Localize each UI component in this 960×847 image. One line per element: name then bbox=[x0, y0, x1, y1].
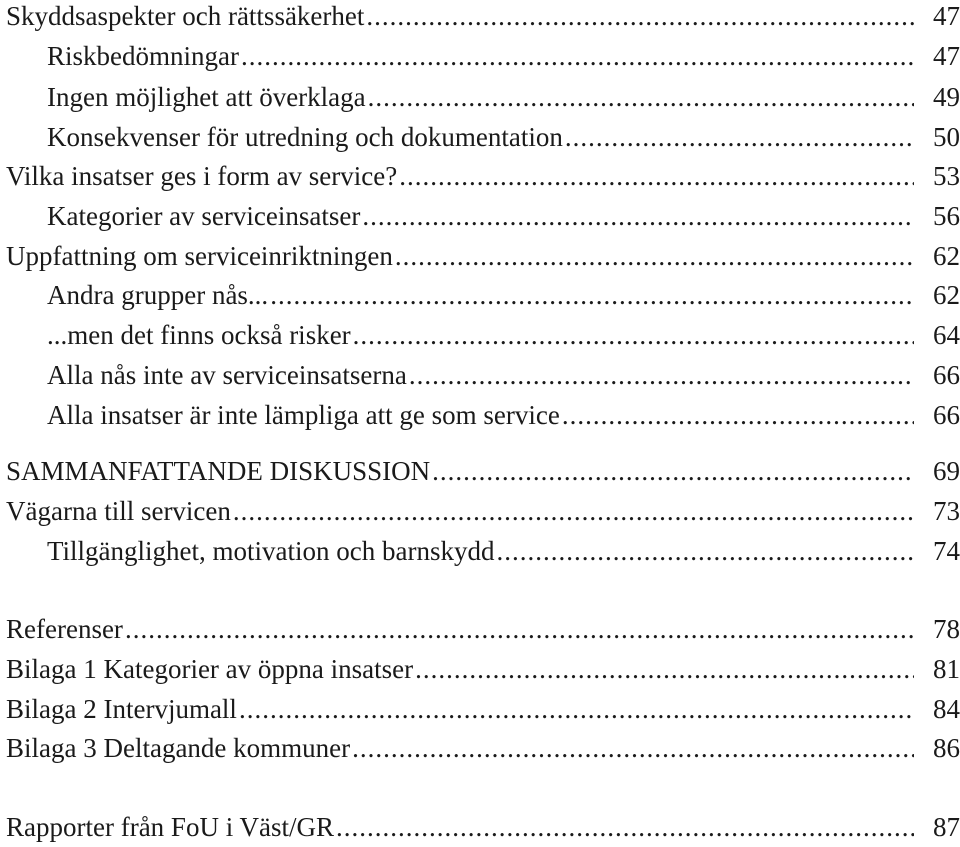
dot-leader bbox=[353, 315, 914, 355]
toc-entry-title: Andra grupper nås... bbox=[47, 280, 269, 310]
toc-entry-title: Vilka insatser ges i form av service? bbox=[6, 161, 398, 191]
toc-entry-title: Uppfattning om serviceinriktningen bbox=[6, 241, 393, 271]
toc-entry[interactable] bbox=[0, 807, 960, 847]
toc-entry-title: Bilaga 2 Intervjumall bbox=[6, 694, 237, 724]
toc-entry[interactable] bbox=[0, 0, 960, 36]
toc-entry-page: 69 bbox=[933, 456, 960, 486]
toc-entry[interactable] bbox=[0, 689, 960, 729]
dot-leader bbox=[562, 395, 914, 435]
toc-entry-title: Bilaga 3 Deltagande kommuner bbox=[6, 733, 351, 763]
toc-entry-page: 53 bbox=[933, 161, 960, 191]
dot-leader bbox=[368, 77, 914, 117]
toc-entry-title: Skyddsaspekter och rättssäkerhet bbox=[6, 1, 365, 31]
dot-leader bbox=[395, 236, 914, 276]
toc-entry[interactable] bbox=[0, 196, 960, 236]
toc-entry[interactable] bbox=[0, 236, 960, 276]
dot-leader bbox=[352, 728, 914, 768]
toc-entry-page: 66 bbox=[933, 400, 960, 430]
toc-entry-title: Konsekvenser för utredning och dokumentation bbox=[47, 122, 563, 152]
toc-entry-page: 87 bbox=[933, 812, 960, 842]
toc-entry-page: 50 bbox=[933, 122, 960, 152]
toc-entry[interactable] bbox=[0, 36, 960, 76]
dot-leader bbox=[366, 0, 914, 36]
toc-entry[interactable] bbox=[0, 355, 960, 395]
toc-entry-page: 86 bbox=[933, 733, 960, 763]
toc-entry[interactable] bbox=[0, 275, 960, 315]
toc-entry-page: 74 bbox=[933, 536, 960, 566]
toc-entry-page: 47 bbox=[933, 1, 960, 31]
toc-entry[interactable] bbox=[0, 531, 960, 571]
toc-entry[interactable] bbox=[0, 491, 960, 531]
toc-entry-title: Kategorier av serviceinsatser bbox=[47, 201, 361, 231]
toc-entry-title: Alla insatser är inte lämpliga att ge som service bbox=[47, 400, 560, 430]
dot-leader bbox=[565, 117, 914, 157]
dot-leader bbox=[399, 156, 914, 196]
dot-leader bbox=[409, 355, 914, 395]
dot-leader bbox=[270, 275, 914, 315]
toc-entry-title: Referenser bbox=[6, 614, 123, 644]
toc-entry-title: Vägarna till servicen bbox=[6, 496, 231, 526]
toc-entry-title: SAMMANFATTANDE DISKUSSION bbox=[6, 456, 431, 486]
dot-leader bbox=[239, 689, 914, 729]
toc-entry-page: 84 bbox=[933, 694, 960, 724]
toc-entry-page: 49 bbox=[933, 82, 960, 112]
toc-entry-page: 56 bbox=[933, 201, 960, 231]
dot-leader bbox=[432, 451, 914, 491]
toc-entry[interactable] bbox=[0, 609, 960, 649]
toc-entry-page: 81 bbox=[933, 654, 960, 684]
toc-entry-title: Ingen möjlighet att överklaga bbox=[47, 82, 366, 112]
toc-entry[interactable] bbox=[0, 395, 960, 435]
toc-entry-title: ...men det finns också risker bbox=[47, 320, 351, 350]
toc-entry[interactable] bbox=[0, 315, 960, 355]
dot-leader bbox=[241, 36, 914, 76]
toc-entry-page: 78 bbox=[933, 614, 960, 644]
toc-entry[interactable] bbox=[0, 156, 960, 196]
dot-leader bbox=[336, 807, 914, 847]
dot-leader bbox=[362, 196, 914, 236]
toc-entry[interactable] bbox=[0, 649, 960, 689]
toc-entry[interactable] bbox=[0, 451, 960, 491]
dot-leader bbox=[125, 609, 914, 649]
toc-entry-title: Riskbedömningar bbox=[47, 41, 239, 71]
toc-entry[interactable] bbox=[0, 117, 960, 157]
dot-leader bbox=[415, 649, 914, 689]
toc-entry-page: 62 bbox=[933, 280, 960, 310]
toc-entry[interactable] bbox=[0, 77, 960, 117]
toc-entry-title: Alla nås inte av serviceinsatserna bbox=[47, 360, 407, 390]
toc-entry-title: Rapporter från FoU i Väst/GR bbox=[6, 812, 334, 842]
dot-leader bbox=[233, 491, 914, 531]
toc-entry-title: Tillgänglighet, motivation och barnskydd bbox=[47, 536, 495, 566]
toc-entry-page: 62 bbox=[933, 241, 960, 271]
toc-entry-title: Bilaga 1 Kategorier av öppna insatser bbox=[6, 654, 414, 684]
toc-entry-page: 64 bbox=[933, 320, 960, 350]
toc-entry[interactable] bbox=[0, 728, 960, 768]
toc-entry-page: 66 bbox=[933, 360, 960, 390]
dot-leader bbox=[496, 531, 914, 571]
toc-entry-page: 73 bbox=[933, 496, 960, 526]
toc-entry-page: 47 bbox=[933, 41, 960, 71]
